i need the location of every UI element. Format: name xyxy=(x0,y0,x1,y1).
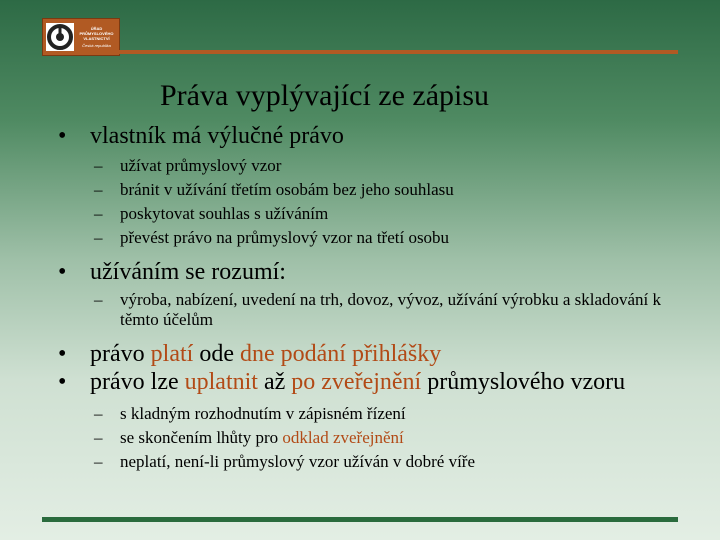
sub-bullet: – bránit v užívání třetím osobám bez jeho souhlasu xyxy=(94,180,454,199)
bullet-owner-rights: • vlastník má výlučné právo xyxy=(58,123,344,149)
bullet-dot: • xyxy=(58,259,67,285)
sub-bullet: – s kladným rozhodnutím v zápisném řízení xyxy=(94,404,406,423)
bullet-dot: • xyxy=(58,341,67,367)
sub-bullet: – poskytovat souhlas s užíváním xyxy=(94,204,329,223)
slide-title: Práva vyplývající ze zápisu xyxy=(160,79,490,112)
sub-bullet: – se skončením lhůty pro odklad zveřejnění xyxy=(94,428,404,447)
sub-bullet: – užívat průmyslový vzor xyxy=(94,156,282,175)
logo-emblem-icon xyxy=(46,23,74,51)
bullet-dot: • xyxy=(58,369,67,395)
sub-bullet: – neplatí, není-li průmyslový vzor užíván v dobré víře xyxy=(94,452,476,471)
bullet-right-enforcement: • právo lze uplatnit až po zveřejnění průmyslového vzoru xyxy=(58,369,626,395)
sub-bullet: – výroba, nabízení, uvedení na trh, dovoz, vývoz, užívání výrobku a skladování k těmto účelům xyxy=(94,290,662,329)
logo-text: ÚŘAD PRŮMYSLOVÉHO VLASTNICTVÍ Česká republika xyxy=(79,26,114,48)
slide-content xyxy=(58,122,668,472)
bullet-right-validity: • právo platí ode dne podání přihlášky xyxy=(58,341,442,367)
sub-bullet: – převést právo na průmyslový vzor na třetí osobu xyxy=(94,228,450,247)
footer-divider xyxy=(42,517,678,522)
bullet-dot: • xyxy=(58,123,67,149)
bullet-usage-definition: • užíváním se rozumí: xyxy=(58,259,286,285)
office-logo xyxy=(42,18,120,56)
header-divider xyxy=(118,50,678,54)
